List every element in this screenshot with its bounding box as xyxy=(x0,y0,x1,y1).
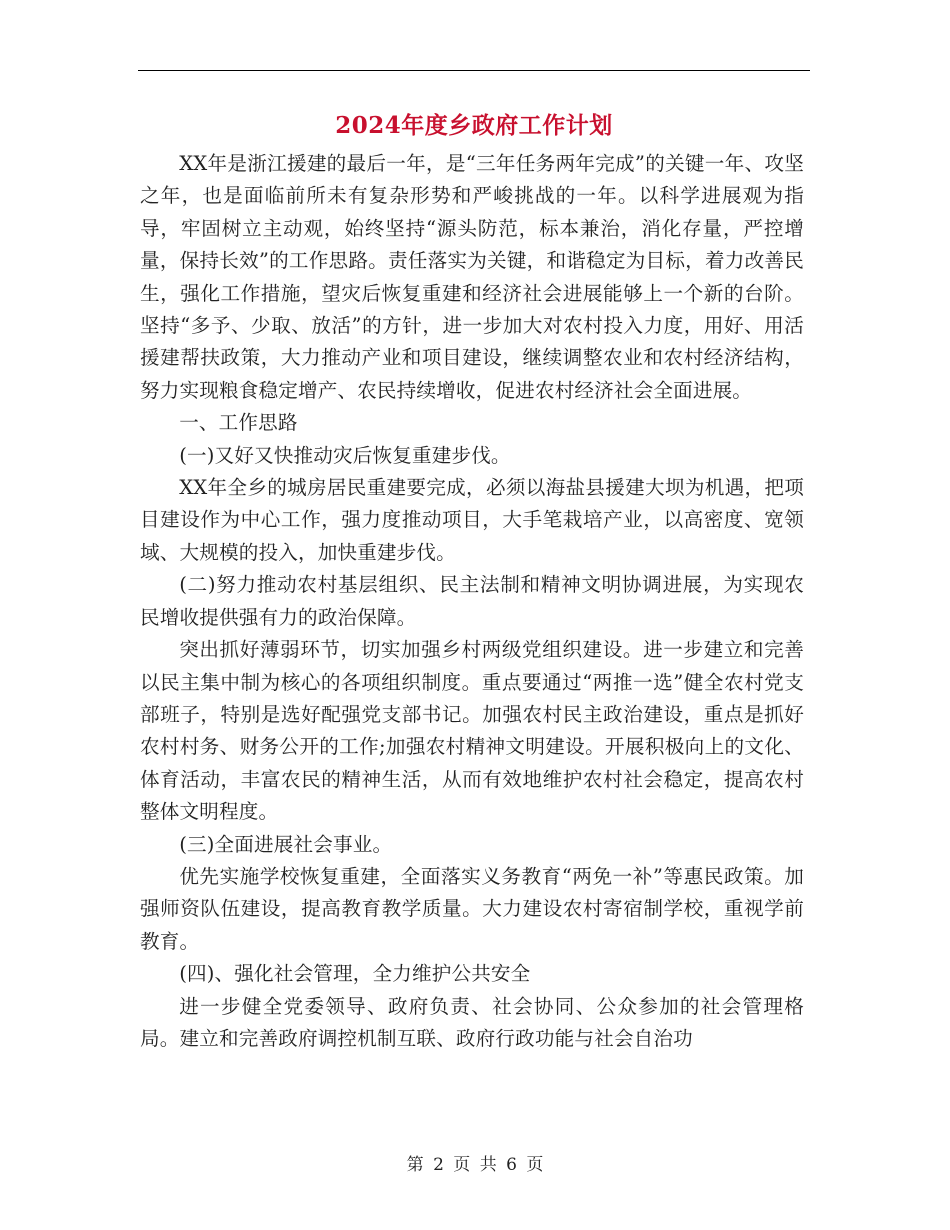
paragraph-education: 优先实施学校恢复重建，全面落实义务教育“两免一补”等惠民政策。加强师资队伍建设，提高教育教学质量。大力建设农村寄宿制学校，重视学前教育。 xyxy=(140,864,804,953)
document-body xyxy=(140,148,804,1055)
section-heading-work-ideas: 一、工作思路 xyxy=(179,411,298,435)
paragraph-social-management: 进一步健全党委领导、政府负责、社会协同、公众参加的社会管理格局。建立和完善政府调控机制互联、政府行政功能与社会自治功 xyxy=(140,994,804,1050)
paragraph-reconstruction: XX年全乡的城房居民重建要完成，必须以海盐县援建大坝为机遇，把项目建设作为中心工作，强力度推动项目，大手笔栽培产业，以高密度、宽领域、大规模的投入，加快重建步伐。 xyxy=(140,476,804,564)
paragraph-party-organization: 突出抓好薄弱环节，切实加强乡村两级党组织建设。进一步建立和完善以民主集中制为核心的各项组织制度。重点要通过“两推一选”健全农村党支部班子，特别是选好配强党支部书记。加强农村民主政治建设，重点是抓好农村村务、财务公开的工作;加强农村精神文明建设。开展积极向上的文化、体育活动，丰富农民的精神生活，从而有效地维护农村社会稳定，提高农村整体文明程度。 xyxy=(140,638,804,824)
document-title: 2024年度乡政府工作计划 xyxy=(335,112,613,139)
subsection-heading-2: (二)努力推动农村基层组织、民主法制和精神文明协调进展，为实现农民增收提供强有力的政治保障。 xyxy=(140,573,804,629)
header-rule xyxy=(138,70,810,71)
subsection-heading-4: (四)、强化社会管理，全力维护公共安全 xyxy=(179,962,531,986)
paragraph-intro: XX年是浙江援建的最后一年，是“三年任务两年完成”的关键一年、攻坚之年，也是面临前所未有复杂形势和严峻挑战的一年。以科学进展观为指导，牢固树立主动观，始终坚持“源头防范，标本兼治，消化存量，严控增量，保持长效”的工作思路。责任落实为关键，和谐稳定为目标，着力改善民生，强化工作措施，望灾后恢复重建和经济社会进展能够上一个新的台阶。坚持“多予、少取、放活”的方针，进一步加大对农村投入力度，用好、用活援建帮扶政策，大力推动产业和项目建设，继续调整农业和农村经济结构，努力实现粮食稳定增产、农民持续增收，促进农村经济社会全面进展。 xyxy=(140,152,804,402)
page-number: 第 2 页 共 6 页 xyxy=(406,1155,544,1175)
subsection-heading-1: (一)又好又快推动灾后恢复重建步伐。 xyxy=(179,443,511,467)
subsection-heading-3: (三)全面进展社会事业。 xyxy=(179,832,393,856)
